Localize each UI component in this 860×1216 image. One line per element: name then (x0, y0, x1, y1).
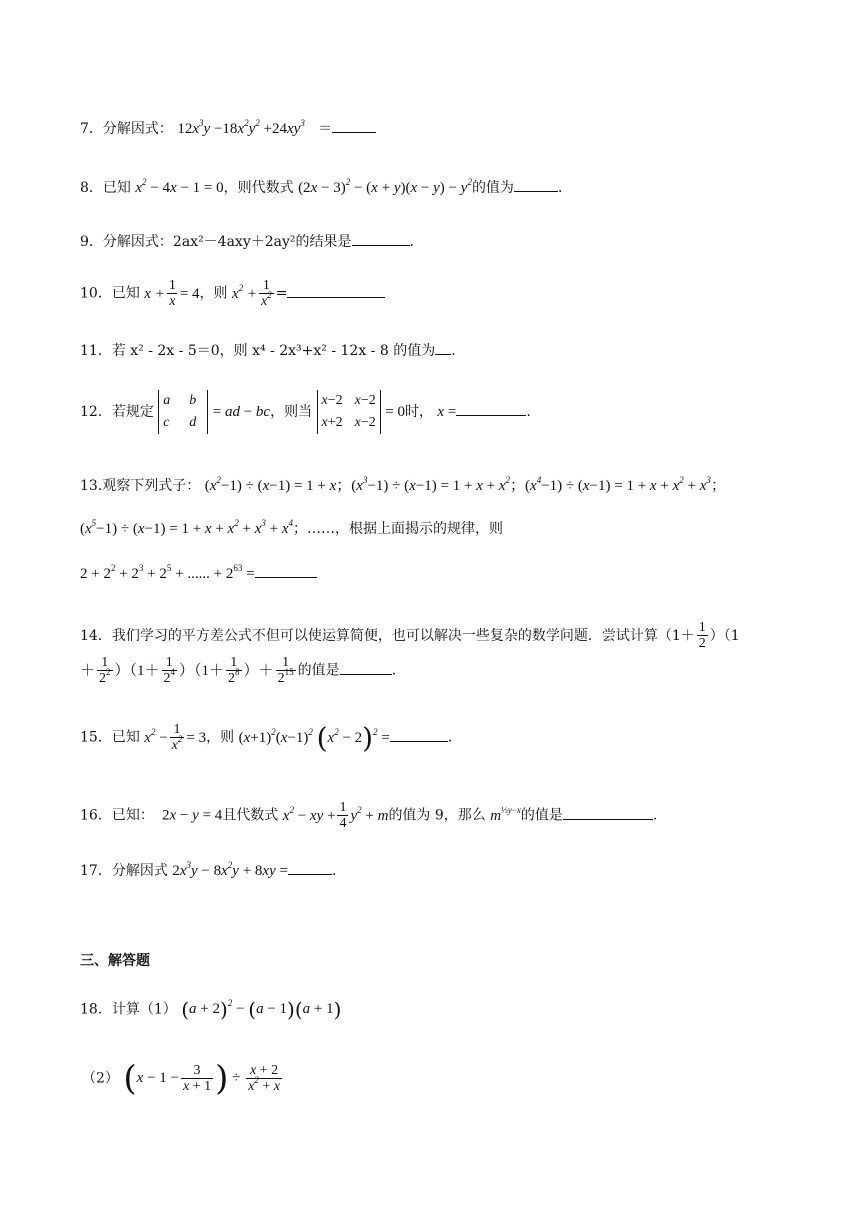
question-text: （2） (82, 1070, 119, 1087)
question-16 (80, 800, 657, 832)
math-expression: $(x+1)^2(x-1)^2$ $(x^2 - 2)^2$ = (238, 721, 390, 755)
period: . (391, 662, 397, 679)
answer-blank[interactable] (340, 662, 392, 675)
section-heading: 三、解答题 (80, 953, 150, 969)
question-9 (80, 233, 414, 249)
question-14 (80, 620, 740, 652)
answer-blank[interactable] (287, 285, 385, 298)
answer-blank[interactable] (563, 807, 653, 820)
math-expression: = 0 (385, 404, 405, 420)
question-text: 的值为 9，那么 (388, 807, 486, 824)
question-13 (80, 475, 726, 494)
question-text: 观察下列式子： (102, 478, 201, 494)
math-expression: x + $\frac{1}{x}$ = 4 (144, 278, 200, 310)
question-number: 14． (80, 628, 112, 645)
math-expression: 2x − y = 4 (162, 807, 223, 824)
period: . (451, 343, 456, 359)
math-expression: (x − 1 − $\frac{3}{x + 1}$ ) ÷ $\frac{x + 2}{x^2 + x}$ (123, 1059, 280, 1099)
question-12 (80, 390, 531, 434)
question-text: 我们学习的平方差公式不但可以使运算简便，也可以解决一些复杂的数学问题．尝试计算（1＋ (111, 628, 695, 645)
math-expression: $x^2$ − $\frac{1}{x^2}$ = 3 (144, 722, 207, 754)
math-expression: $(2x - 3)^2 - (x + y)(x - y) - y^2$ (298, 177, 472, 196)
math-expression: $(x^2-1) \div (x-1) = 1 + x$；$(x^3-1) \div (x-1) = 1 + x + x^2$；$(x^4-1) \div (x-1) = 1 + x + x^2 + x^3$； (204, 475, 726, 494)
question-text: 且代数式 (222, 807, 279, 824)
question-number: 8． (80, 180, 103, 196)
question-text: 11．若 x² - 2x - 5＝0，则 x⁴ - 2x³+x² - 12x - 8 的值为 (80, 343, 436, 359)
answer-blank[interactable] (435, 342, 451, 355)
question-text: 已知： (111, 807, 154, 824)
answer-blank[interactable] (332, 120, 376, 133)
math-expression: ＋ $\frac{1}{2^2}$ ）（1＋ $\frac{1}{2^4}$ ）（1＋ $\frac{1}{2^8}$ ）＋ $\frac{1}{2^{15}}$ (80, 655, 294, 687)
math-expression: $(a + 2)^2 - (a - 1)(a + 1)$ (181, 998, 342, 1022)
answer-blank[interactable] (352, 233, 410, 246)
math-expression: $x^2 - 4x - 1 = 0$ (135, 177, 224, 196)
question-number: 18． (80, 1001, 112, 1018)
question-7 (80, 120, 376, 137)
question-text: ，则当 (270, 404, 313, 420)
question-number: 16． (80, 807, 112, 824)
math-expression: $12x^3y -18x^2y^2 +24xy^3$ (177, 118, 305, 137)
question-text: ；……，根据上面揭示的规律，则 (293, 521, 503, 537)
question-text: 的值是 (520, 807, 563, 824)
question-18 (80, 1000, 341, 1020)
question-text: 分解因式 (111, 863, 168, 879)
period: . (447, 729, 453, 746)
period: . (409, 234, 414, 250)
question-number: 15． (80, 729, 112, 746)
question-text: ，则 (206, 729, 235, 746)
math-expression: $2x^3y - 8x^2y + 8xy$ = (172, 860, 288, 879)
question-13-line-3 (80, 565, 317, 582)
question-number: 9． (80, 234, 103, 250)
question-text: ）（1 (709, 628, 740, 645)
answer-blank[interactable] (514, 179, 558, 192)
question-number: 12． (80, 404, 112, 420)
fraction: $\frac{1}{2}$ (698, 620, 706, 652)
math-expression: $2 + 2^2 + 2^3 + 2^5$ + ...... + $2^{63}$ = (80, 563, 255, 582)
question-text: ＝ (318, 121, 333, 137)
question-text: 若规定 (111, 404, 154, 420)
question-18-part-2 (82, 1059, 284, 1099)
math-expression: $x^2$ + $\frac{1}{x^2}$ (231, 278, 272, 310)
question-text: 的值为 (471, 180, 514, 196)
question-text: 已知 (102, 180, 131, 196)
determinant: a b c d (158, 390, 208, 434)
math-expression: = ad − bc (212, 404, 271, 420)
question-number: 17． (80, 863, 112, 879)
question-text: 已知 (111, 729, 140, 746)
question-17 (80, 862, 336, 879)
question-number: 7． (80, 121, 103, 137)
answer-blank[interactable] (456, 403, 526, 416)
answer-blank[interactable] (390, 729, 448, 742)
period: . (652, 807, 658, 824)
question-11 (80, 342, 456, 358)
period: . (526, 404, 531, 420)
question-text: = (275, 285, 288, 302)
answer-blank[interactable] (255, 565, 317, 578)
question-text: 已知 (111, 285, 140, 302)
question-number: 10． (80, 285, 112, 302)
question-8 (80, 179, 562, 196)
math-expression: $m^{\frac{1}{2}y-x}$ (490, 804, 521, 824)
question-15 (80, 722, 452, 754)
question-text: ，则 (199, 285, 228, 302)
question-text: ，则代数式 (223, 180, 294, 196)
question-text: 的值是 (297, 662, 340, 679)
question-13-line-2 (80, 518, 503, 537)
question-10 (80, 278, 385, 310)
question-number: 13. (80, 478, 103, 494)
math-expression: $x^2$ − xy + $\frac{1}{4}$ $y^2 + m$ (282, 800, 389, 832)
period: . (557, 180, 563, 196)
period: . (331, 863, 337, 879)
question-14-line-2 (80, 655, 396, 687)
question-text: 时， (404, 404, 433, 420)
determinant: x−2 x−2 x+2 x−2 (317, 390, 381, 434)
question-text: 分解因式：2ax²－4axy＋2ay²的结果是 (102, 234, 352, 250)
math-expression: $(x^5-1) \div (x-1) = 1 + x + x^2 + x^3 + x^4$ (80, 518, 293, 537)
question-text: 分解因式： (102, 121, 173, 137)
math-expression: x = (437, 404, 457, 420)
answer-blank[interactable] (288, 862, 332, 875)
question-text: 计算（1） (111, 1001, 177, 1018)
